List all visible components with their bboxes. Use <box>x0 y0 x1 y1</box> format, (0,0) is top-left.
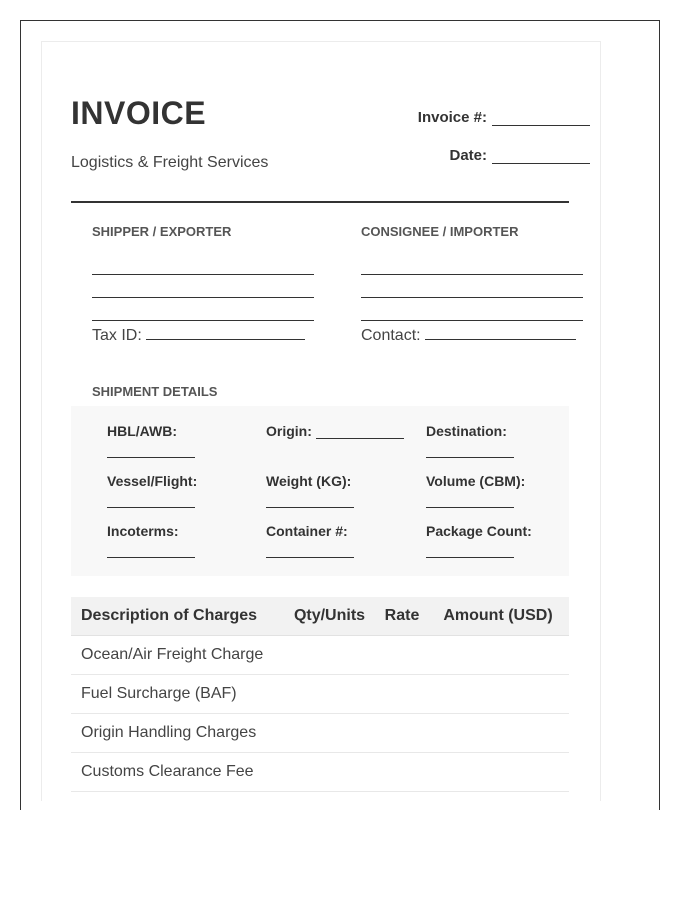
charge-description: Origin Handling Charges <box>81 724 257 741</box>
charges-table <box>71 597 569 792</box>
tax-id-blank[interactable] <box>146 325 305 340</box>
shipper-heading: SHIPPER / EXPORTER <box>92 224 232 239</box>
origin-label: Origin: <box>266 423 312 439</box>
hbl-awb-label: HBL/AWB: <box>107 423 177 439</box>
header-qty-units: Qty/Units <box>293 607 366 624</box>
package-count-label: Package Count: <box>426 523 532 539</box>
date-row <box>449 147 590 164</box>
consignee-line-3[interactable] <box>361 320 583 321</box>
shipper-line-2[interactable] <box>92 297 314 298</box>
origin-field <box>266 423 404 439</box>
table-row[interactable] <box>71 636 569 675</box>
weight-label: Weight (KG): <box>266 473 352 489</box>
consignee-line-1[interactable] <box>361 274 583 275</box>
invoice-number-row <box>418 109 590 126</box>
consignee-line-2[interactable] <box>361 297 583 298</box>
destination-blank[interactable] <box>426 457 514 458</box>
date-blank[interactable] <box>492 149 590 164</box>
header-amount: Amount (USD) <box>443 607 553 624</box>
contact-field <box>361 325 576 345</box>
charge-description: Ocean/Air Freight Charge <box>81 646 264 663</box>
contact-label: Contact: <box>361 327 421 344</box>
invoice-number-label: Invoice #: <box>417 109 487 126</box>
header-description: Description of Charges <box>81 607 258 624</box>
incoterms-blank[interactable] <box>107 557 195 558</box>
shipper-line-3[interactable] <box>92 320 314 321</box>
header-divider <box>71 201 569 203</box>
container-label: Container #: <box>266 523 348 539</box>
charge-description: Customs Clearance Fee <box>81 763 254 780</box>
tax-id-field <box>92 325 305 345</box>
destination-label: Destination: <box>426 423 507 439</box>
volume-label: Volume (CBM): <box>426 473 526 489</box>
vessel-flight-blank[interactable] <box>107 507 195 508</box>
vessel-flight-label: Vessel/Flight: <box>107 473 198 489</box>
invoice-title: INVOICE <box>71 95 207 131</box>
weight-blank[interactable] <box>266 507 354 508</box>
shipment-heading: SHIPMENT DETAILS <box>92 384 218 399</box>
date-label: Date: <box>449 147 487 164</box>
contact-blank[interactable] <box>425 325 576 340</box>
container-blank[interactable] <box>266 557 354 558</box>
shipper-line-1[interactable] <box>92 274 314 275</box>
invoice-number-blank[interactable] <box>492 111 590 126</box>
table-row[interactable] <box>71 753 569 792</box>
package-count-blank[interactable] <box>426 557 514 558</box>
charges-table-header <box>71 597 569 636</box>
table-row[interactable] <box>71 675 569 714</box>
charge-description: Fuel Surcharge (BAF) <box>81 685 237 702</box>
incoterms-label: Incoterms: <box>107 523 179 539</box>
header-rate: Rate <box>384 607 420 624</box>
consignee-heading: CONSIGNEE / IMPORTER <box>361 224 519 239</box>
hbl-awb-blank[interactable] <box>107 457 195 458</box>
tax-id-label: Tax ID: <box>92 327 142 344</box>
origin-blank[interactable] <box>316 426 404 439</box>
company-subtitle: Logistics & Freight Services <box>71 154 269 171</box>
volume-blank[interactable] <box>426 507 514 508</box>
table-row[interactable] <box>71 714 569 753</box>
